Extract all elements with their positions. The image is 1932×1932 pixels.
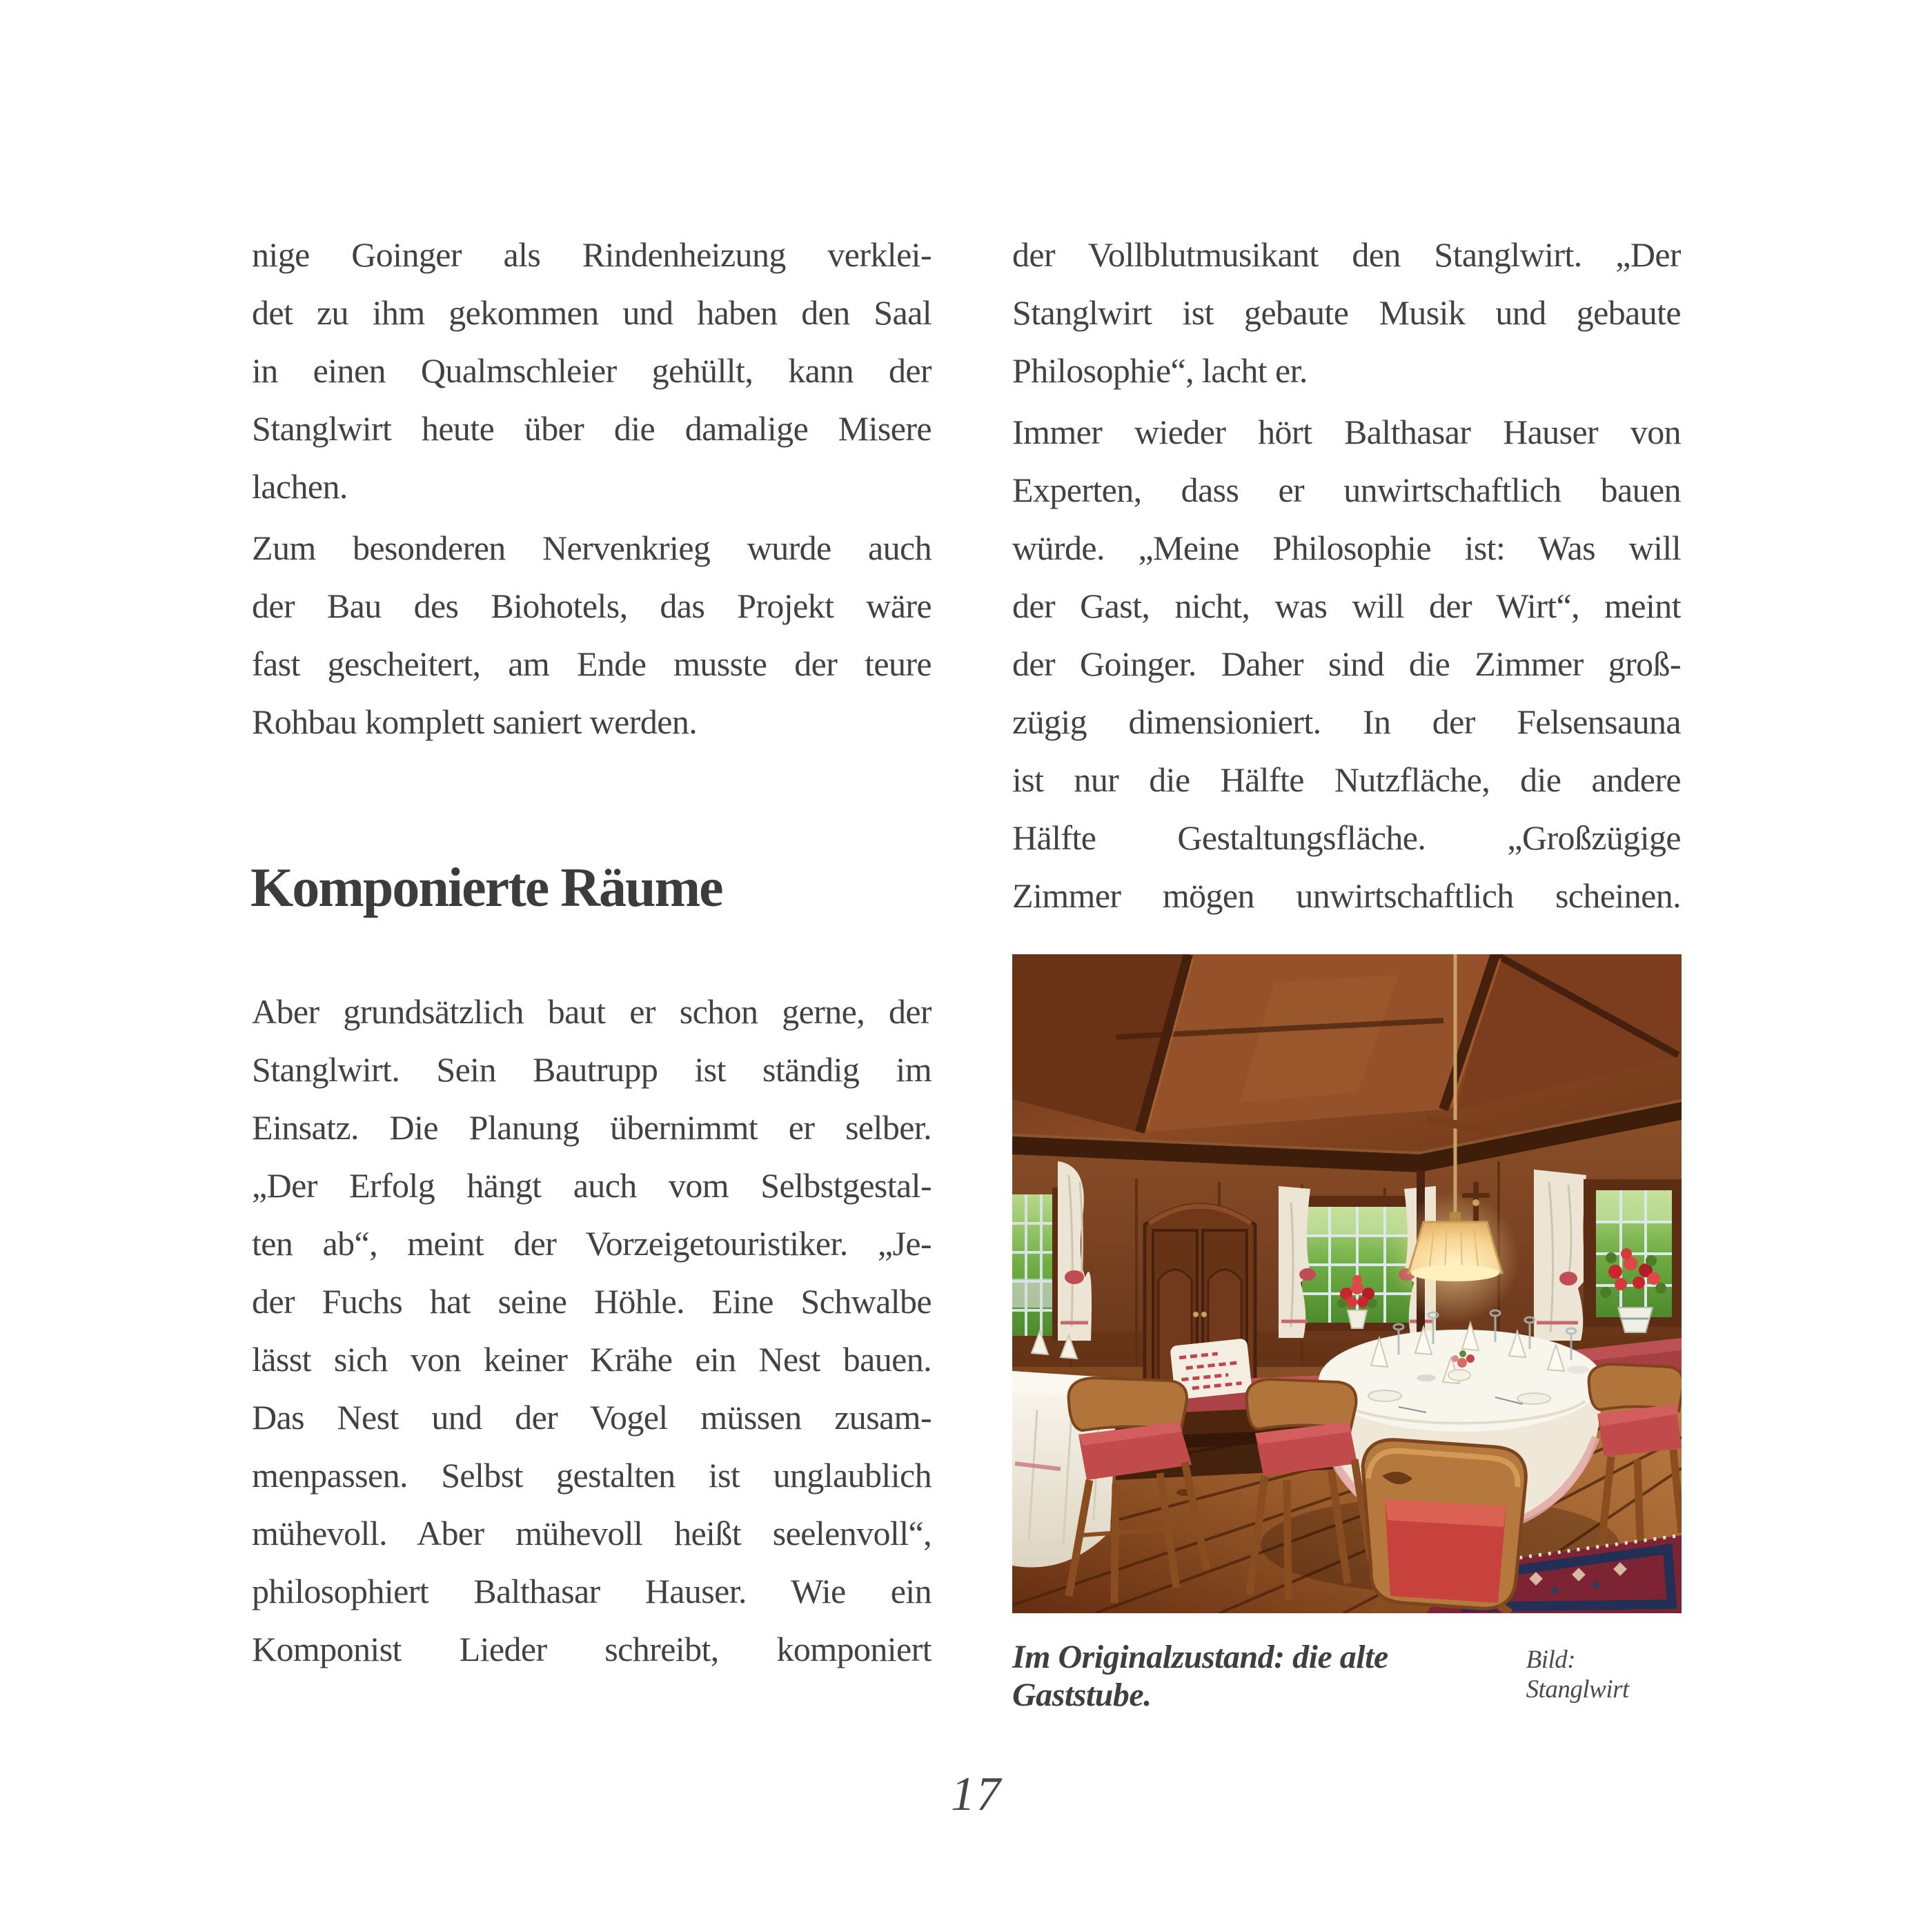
text-line: menpassen. Selbst gestalten ist unglaublich [252, 1456, 931, 1495]
text-line: Das Nest und der Vogel müssen zusam- [252, 1398, 931, 1437]
curtain-tie [1299, 1268, 1316, 1281]
paragraph [1012, 403, 1681, 925]
curtain-tie [1559, 1272, 1577, 1285]
text-line: Einsatz. Die Planung übernimmt er selber. [252, 1108, 931, 1147]
curtain [1534, 1170, 1588, 1341]
text-line: ist nur die Hälfte Nutzfläche, die andere [1012, 760, 1681, 799]
text-line: der Gast, nicht, was will der Wirt“, meint [1012, 586, 1681, 625]
paragraph [1012, 226, 1681, 400]
text-line: Experten, dass er unwirtschaftlich bauen [1012, 471, 1681, 509]
text-line: Hälfte Gestaltungsfläche. „Großzügige [1012, 818, 1681, 857]
left-column-text-bottom [252, 983, 931, 1678]
text-line: der Vollblutmusikant den Stanglwirt. „Der [1012, 235, 1681, 274]
caption-text: Im Originalzustand: die alte Gaststube. [1012, 1639, 1388, 1713]
text-line: würde. „Meine Philosophie ist: Was will [1012, 529, 1681, 567]
chair-foreground [1363, 1440, 1526, 1613]
text-line: mühevoll. Aber mühevoll heißt seelenvoll“, [252, 1514, 931, 1552]
text-line: Stanglwirt. Sein Bautrupp ist ständig im [252, 1050, 931, 1089]
text-line: Rohbau komplett saniert werden. [252, 702, 698, 741]
paragraph [252, 519, 931, 751]
figure-caption [1012, 1638, 1682, 1714]
text-line: ten ab“, meint der Vorzeigetouristiker. „Je- [252, 1224, 931, 1263]
text-line: der Bau des Biohotels, das Projekt wäre [252, 586, 931, 625]
text-line: Zimmer mögen unwirtschaftlich scheinen. [1012, 876, 1681, 915]
photo-old-dining-room [1012, 954, 1682, 1713]
text-line: lachen. [252, 467, 348, 506]
text-line: Aber grundsätzlich baut er schon gerne, der [252, 992, 931, 1031]
text-line: in einen Qualmschleier gehüllt, kann der [252, 351, 931, 390]
paragraph [252, 226, 931, 515]
text-line: Immer wieder hört Balthasar Hauser von [1012, 413, 1681, 451]
text-line: der Fuchs hat seine Höhle. Eine Schwalbe [252, 1282, 931, 1321]
dining-room-illustration [1012, 954, 1682, 1613]
text-line: Stanglwirt ist gebaute Musik und gebaute [1012, 293, 1681, 332]
section-heading: Komponierte Räume [250, 858, 722, 918]
text-line: nige Goinger als Rindenheizung verklei- [252, 235, 931, 274]
page-number: 17 [951, 1768, 1002, 1821]
text-line: Stanglwirt heute über die damalige Misere [252, 409, 931, 448]
text-line: „Der Erfolg hängt auch vom Selbstgestal- [252, 1166, 931, 1205]
curtain [1279, 1186, 1310, 1338]
text-line: philosophiert Balthasar Hauser. Wie ein [252, 1572, 931, 1610]
text-line: Philosophie“, lacht er. [1012, 351, 1308, 390]
text-line: fast gescheitert, am Ende musste der teure [252, 644, 931, 683]
text-line: lässt sich von keiner Krähe ein Nest bauen. [252, 1340, 931, 1379]
text-line: det zu ihm gekommen und haben den Saal [252, 293, 931, 332]
curtain-tie [1065, 1270, 1084, 1284]
right-column-text [1012, 226, 1681, 925]
right-window [1534, 1170, 1682, 1341]
text-line: der Goinger. Daher sind die Zimmer groß- [1012, 644, 1681, 683]
text-line: Zum besonderen Nervenkrieg wurde auch [252, 529, 931, 567]
text-line: zügig dimensioniert. In der Felsensauna [1012, 702, 1681, 741]
left-column-text-top [252, 226, 931, 751]
photo-credit: Bild: Stanglwirt [1526, 1646, 1629, 1704]
paragraph [252, 983, 931, 1678]
text-line: Komponist Lieder schreibt, komponiert [252, 1630, 931, 1668]
